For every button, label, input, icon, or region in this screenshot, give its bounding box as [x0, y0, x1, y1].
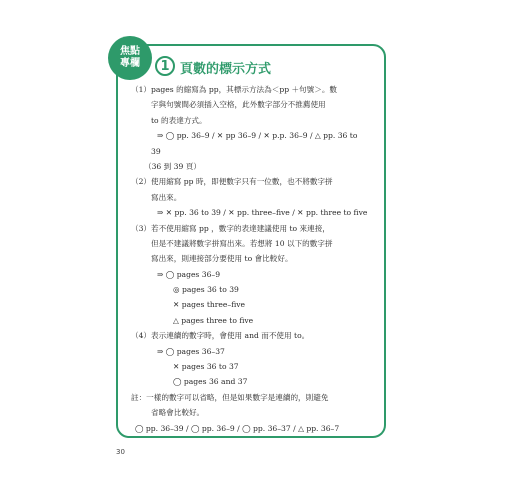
text-line: ⇒ ✕ pp. 36 to 39 / ✕ pp. three–five / ✕ pp. three to five	[157, 208, 368, 218]
note-line: 註：一樣的數字可以省略，但是如果數字是連續的，則避免	[131, 392, 329, 402]
note-line: ◯ pp. 36–39 / ◯ pp. 36–9 / ◯ pp. 36–37 / △ pp. 36–7	[135, 423, 340, 433]
text-line: ✕ pages 36 to 37	[173, 362, 239, 372]
text-line: 39	[151, 146, 161, 156]
text-line: ⇒ ◯ pages 36–9	[157, 269, 221, 279]
text-line: （4）表示連續的數字時，會使用 and 而不使用 to。	[131, 331, 310, 341]
content-body	[131, 82, 381, 436]
text-line: ⇒ ◯ pp. 36–9 / ✕ pp 36–9 / ✕ p.p. 36–9 / △ pp. 36 to	[157, 131, 358, 141]
text-line: ◯ pages 36 and 37	[173, 377, 248, 387]
focus-column-badge	[108, 36, 152, 80]
text-line: 但是不建議將數字拼寫出來。若想將 10 以下的數字拼	[151, 238, 333, 248]
badge-line-2: 專欄	[120, 58, 140, 69]
text-line: ⇒ ◯ pages 36–37	[157, 346, 225, 356]
text-line: 字與句號間必須插入空格，此外數字部分不推薦使用	[151, 100, 326, 110]
text-line: to 的表達方式。	[151, 115, 207, 125]
text-line: 寫出來，則連接部分要使用 to 會比較好。	[151, 254, 293, 264]
note-line: 省略會比較好。	[151, 408, 205, 418]
text-line: 寫出來。	[151, 192, 182, 202]
text-line: △ pages three to five	[173, 315, 254, 325]
section-title: 頁數的標示方式	[180, 62, 272, 77]
section-number: 1	[155, 56, 175, 76]
text-line: （1）pages 的縮寫為 pp，其標示方法為＜pp ＋句號＞。數	[131, 85, 338, 94]
text-line: ✕ pages three–five	[173, 300, 246, 310]
text-line: （2）使用縮寫 pp 時，即便數字只有一位數，也不將數字拼	[131, 177, 333, 187]
page-number: 30	[116, 448, 125, 456]
text-line: （3）若不使用縮寫 pp ，數字的表達建議使用 to 來連接，	[131, 223, 330, 233]
text-line: （36 到 39 頁）	[144, 161, 201, 171]
badge-line-1: 焦點	[120, 46, 140, 57]
text-line: ◎ pages 36 to 39	[173, 285, 239, 295]
